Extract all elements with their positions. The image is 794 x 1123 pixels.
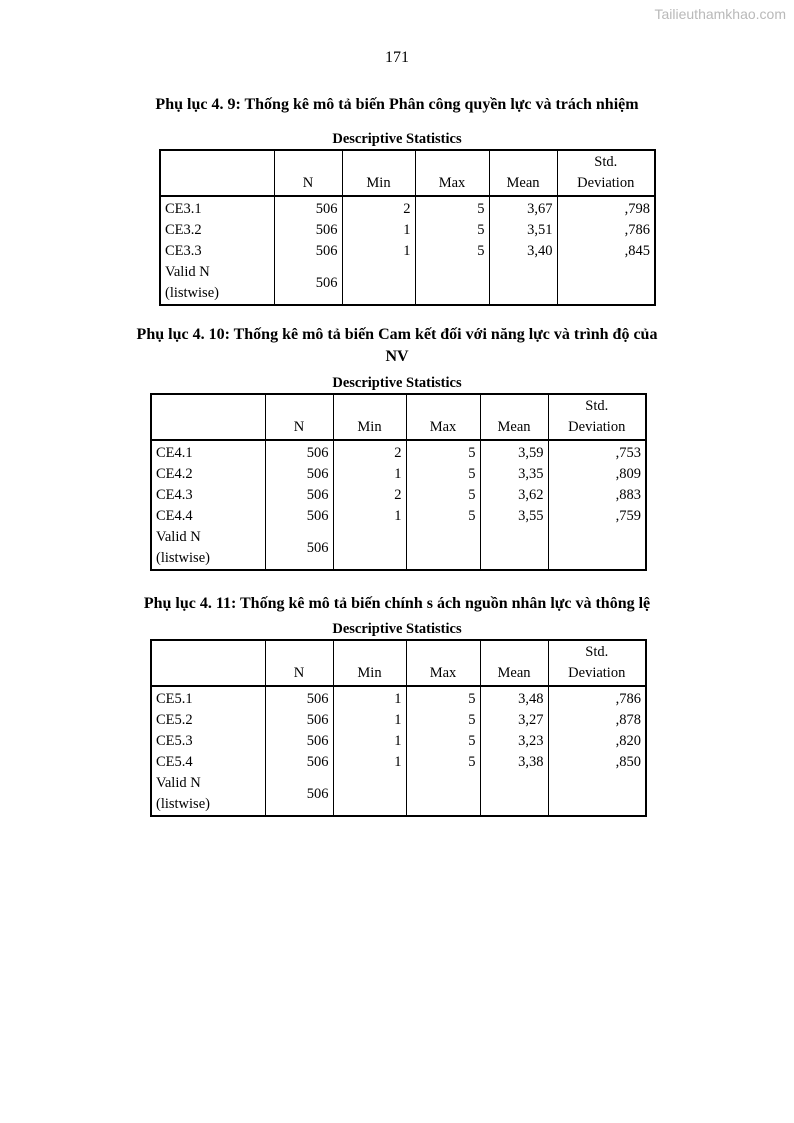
- cell-n: 506: [265, 710, 333, 731]
- cell-empty: [406, 773, 480, 816]
- cell-empty: [415, 262, 489, 305]
- cell-min: 2: [333, 440, 406, 464]
- cell-n: 506: [265, 527, 333, 570]
- table-row: [151, 686, 646, 710]
- header-n: N: [274, 150, 342, 196]
- header-variable: [160, 150, 274, 196]
- cell-max: 5: [415, 220, 489, 241]
- cell-empty: [333, 773, 406, 816]
- cell-empty: [548, 527, 646, 570]
- cell-empty: [548, 773, 646, 816]
- cell-n: 506: [265, 731, 333, 752]
- cell-max: 5: [406, 464, 480, 485]
- table-row-valid-n: [151, 527, 646, 570]
- cell-std: ,878: [548, 710, 646, 731]
- cell-mean: 3,59: [480, 440, 548, 464]
- cell-max: 5: [406, 731, 480, 752]
- table-row: [160, 220, 655, 241]
- row-label: CE3.1: [160, 196, 274, 220]
- header-mean: Mean: [480, 394, 548, 440]
- table-row: [151, 710, 646, 731]
- section-title-4-9: Phụ lục 4. 9: Thống kê mô tả biến Phân công quyền lực và trách nhiệm: [155, 96, 639, 113]
- row-label: CE5.4: [151, 752, 265, 773]
- row-label-valid-n: Valid N (listwise): [160, 262, 274, 305]
- table-row: [151, 731, 646, 752]
- header-std-deviation: Std. Deviation: [557, 150, 655, 196]
- cell-empty: [557, 262, 655, 305]
- row-label: CE4.4: [151, 506, 265, 527]
- cell-max: 5: [406, 440, 480, 464]
- cell-max: 5: [415, 196, 489, 220]
- cell-empty: [480, 773, 548, 816]
- table-row: [160, 196, 655, 220]
- cell-std: ,759: [548, 506, 646, 527]
- row-label-valid-n: Valid N (listwise): [151, 773, 265, 816]
- cell-min: 1: [333, 506, 406, 527]
- table-row: [160, 241, 655, 262]
- cell-min: 1: [333, 752, 406, 773]
- table-caption-4-11: Descriptive Statistics: [332, 621, 462, 637]
- cell-n: 506: [274, 220, 342, 241]
- table-header-row: [151, 394, 646, 440]
- header-min: Min: [342, 150, 415, 196]
- cell-mean: 3,38: [480, 752, 548, 773]
- cell-std: ,820: [548, 731, 646, 752]
- header-variable: [151, 394, 265, 440]
- cell-empty: [489, 262, 557, 305]
- descriptive-statistics-table-4-9: [159, 149, 656, 306]
- row-label: CE4.1: [151, 440, 265, 464]
- cell-mean: 3,23: [480, 731, 548, 752]
- header-min: Min: [333, 394, 406, 440]
- cell-std: ,798: [557, 196, 655, 220]
- row-label: CE4.2: [151, 464, 265, 485]
- cell-std: ,850: [548, 752, 646, 773]
- section-title-4-10: Phụ lục 4. 10: Thống kê mô tả biến Cam kết đối với năng lực và trình độ của NV: [136, 326, 658, 365]
- table-row: [151, 506, 646, 527]
- cell-min: 1: [342, 220, 415, 241]
- cell-n: 506: [265, 464, 333, 485]
- cell-max: 5: [406, 686, 480, 710]
- header-max: Max: [406, 640, 480, 686]
- cell-min: 1: [333, 464, 406, 485]
- cell-min: 1: [333, 686, 406, 710]
- table-row-valid-n: [151, 773, 646, 816]
- cell-mean: 3,55: [480, 506, 548, 527]
- cell-n: 506: [265, 440, 333, 464]
- cell-n: 506: [274, 196, 342, 220]
- cell-n: 506: [265, 686, 333, 710]
- section-title-4-11: Phụ lục 4. 11: Thống kê mô tả biến chính s ách nguồn nhân lực và thông lệ: [143, 595, 651, 612]
- cell-std: ,753: [548, 440, 646, 464]
- table-row: [151, 440, 646, 464]
- cell-std: ,809: [548, 464, 646, 485]
- cell-empty: [480, 527, 548, 570]
- row-label-valid-n: Valid N (listwise): [151, 527, 265, 570]
- cell-mean: 3,35: [480, 464, 548, 485]
- cell-std: ,786: [557, 220, 655, 241]
- cell-min: 1: [342, 241, 415, 262]
- row-label: CE3.3: [160, 241, 274, 262]
- descriptive-statistics-table-4-10: [150, 393, 647, 571]
- watermark: Tailieuthamkhao.com: [654, 6, 786, 22]
- row-label: CE5.1: [151, 686, 265, 710]
- cell-max: 5: [406, 485, 480, 506]
- table-row: [151, 752, 646, 773]
- cell-min: 2: [342, 196, 415, 220]
- table-row: [151, 485, 646, 506]
- header-variable: [151, 640, 265, 686]
- row-label: CE4.3: [151, 485, 265, 506]
- cell-n: 506: [265, 485, 333, 506]
- cell-std: ,786: [548, 686, 646, 710]
- table-header-row: [160, 150, 655, 196]
- cell-std: ,883: [548, 485, 646, 506]
- cell-mean: 3,51: [489, 220, 557, 241]
- cell-n: 506: [274, 262, 342, 305]
- header-mean: Mean: [489, 150, 557, 196]
- cell-mean: 3,67: [489, 196, 557, 220]
- table-caption-4-10: Descriptive Statistics: [332, 375, 462, 391]
- row-label: CE5.3: [151, 731, 265, 752]
- header-max: Max: [415, 150, 489, 196]
- cell-n: 506: [274, 241, 342, 262]
- cell-max: 5: [406, 710, 480, 731]
- table-row: [151, 464, 646, 485]
- cell-empty: [406, 527, 480, 570]
- row-label: CE5.2: [151, 710, 265, 731]
- header-max: Max: [406, 394, 480, 440]
- cell-mean: 3,62: [480, 485, 548, 506]
- cell-empty: [333, 527, 406, 570]
- cell-n: 506: [265, 752, 333, 773]
- cell-mean: 3,40: [489, 241, 557, 262]
- header-mean: Mean: [480, 640, 548, 686]
- header-std-deviation: Std. Deviation: [548, 640, 646, 686]
- cell-n: 506: [265, 773, 333, 816]
- cell-min: 1: [333, 710, 406, 731]
- cell-max: 5: [415, 241, 489, 262]
- header-min: Min: [333, 640, 406, 686]
- table-caption-4-9: Descriptive Statistics: [332, 131, 462, 147]
- cell-mean: 3,27: [480, 710, 548, 731]
- cell-max: 5: [406, 506, 480, 527]
- header-n: N: [265, 640, 333, 686]
- cell-mean: 3,48: [480, 686, 548, 710]
- row-label: CE3.2: [160, 220, 274, 241]
- table-header-row: [151, 640, 646, 686]
- cell-max: 5: [406, 752, 480, 773]
- header-n: N: [265, 394, 333, 440]
- cell-std: ,845: [557, 241, 655, 262]
- cell-empty: [342, 262, 415, 305]
- cell-n: 506: [265, 506, 333, 527]
- table-row-valid-n: [160, 262, 655, 305]
- header-std-deviation: Std. Deviation: [548, 394, 646, 440]
- cell-min: 2: [333, 485, 406, 506]
- cell-min: 1: [333, 731, 406, 752]
- page-number: 171: [385, 49, 409, 66]
- descriptive-statistics-table-4-11: [150, 639, 647, 817]
